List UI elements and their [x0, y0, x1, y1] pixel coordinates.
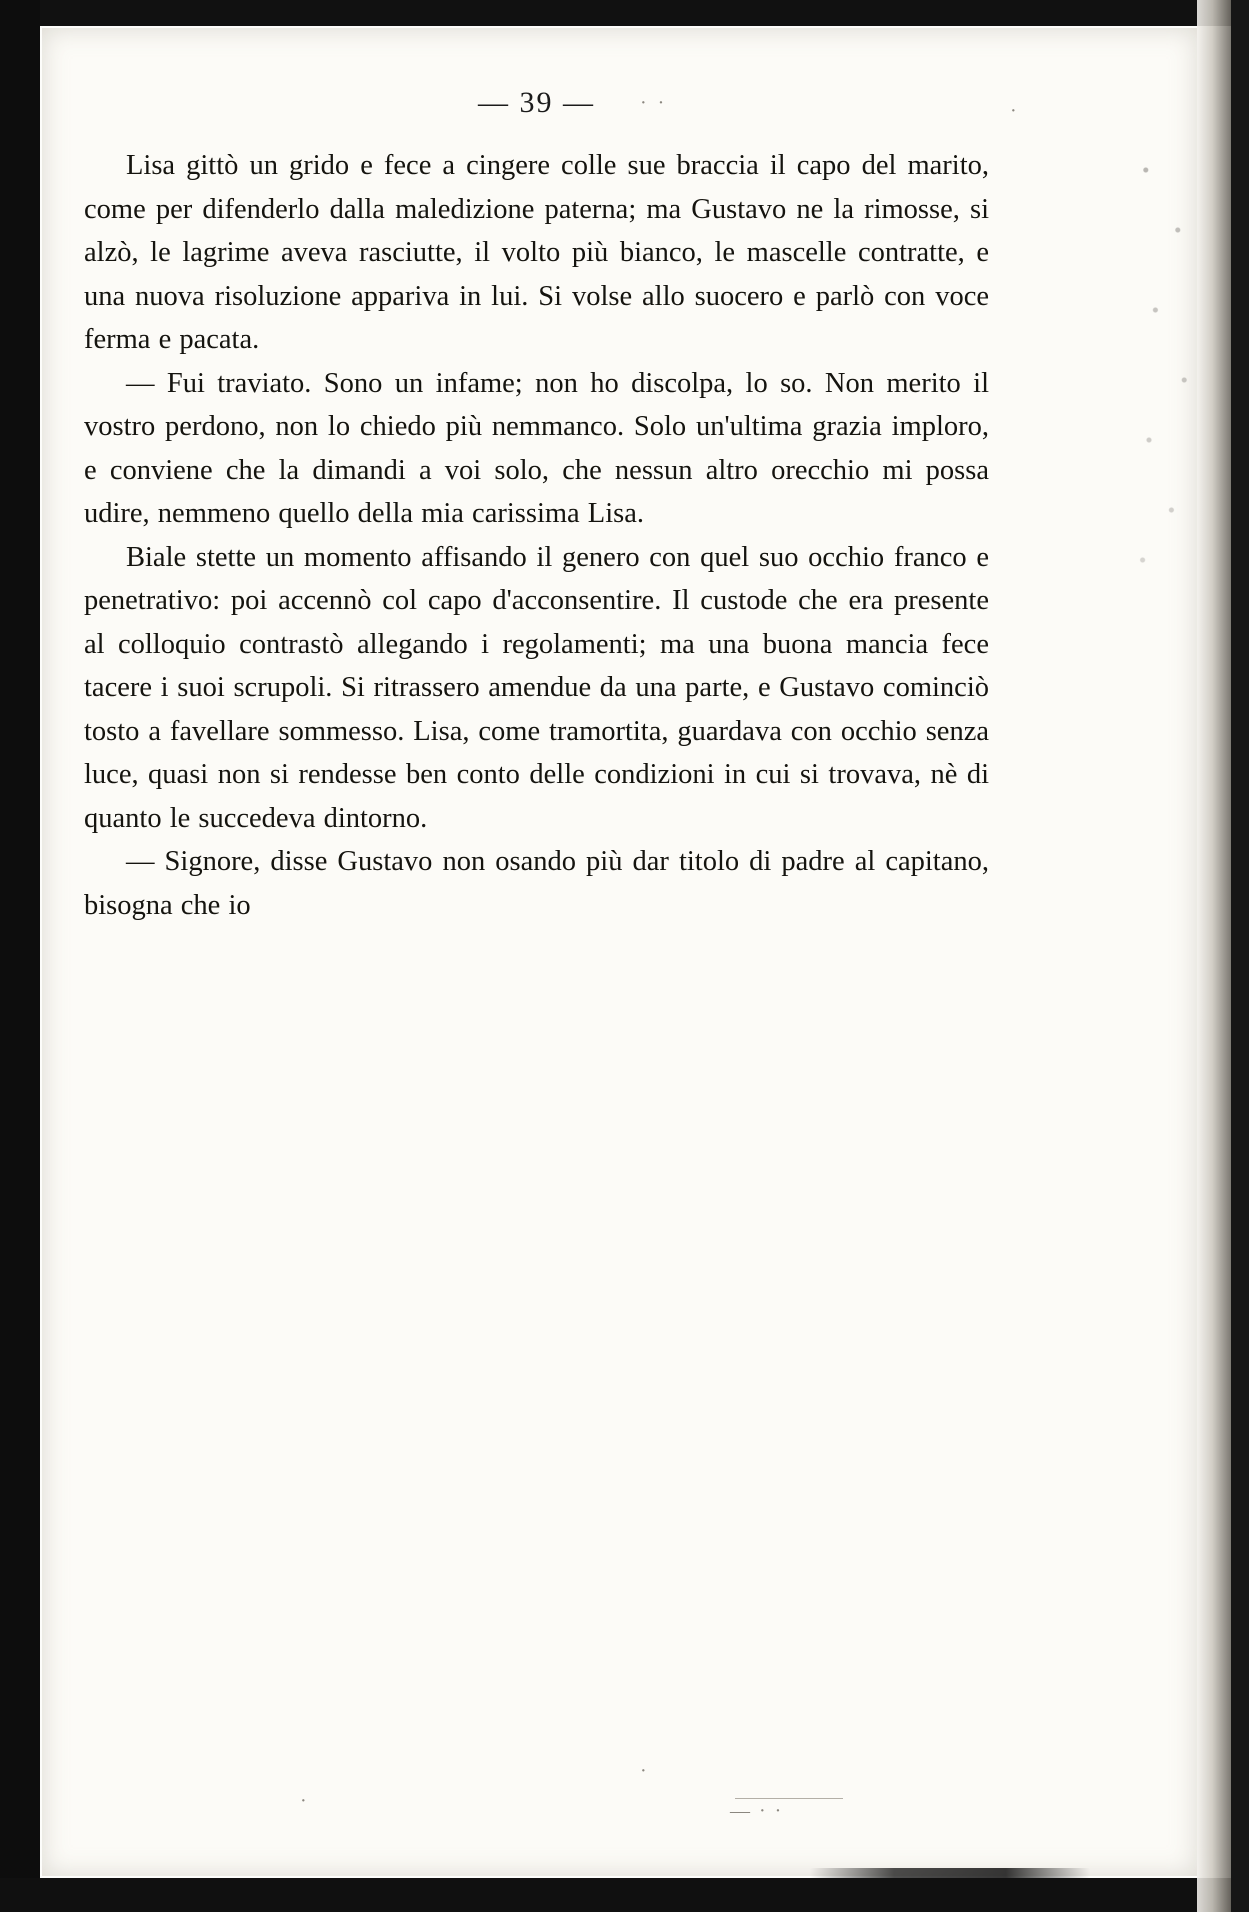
stray-mark-bottom-left: ·	[300, 1790, 307, 1812]
stray-rule-bottom	[735, 1798, 843, 1799]
stray-mark-top-right: ·	[1010, 100, 1017, 122]
scan-edge-right	[1231, 0, 1249, 1912]
stray-mark-bottom-center: ·	[640, 1760, 647, 1782]
paragraph: Biale stette un momento affisando il genero con quel suo occhio franco e penetrativo: poi accennò col capo d'acconsentire. Il custode che era presente al colloquio contrastò allegando i regolamenti; ma una buona mancia fece tacere i suoi scrupoli. Si ritrassero amendue da una parte, e Gustavo cominciò tosto a favellare sommesso. Lisa, come tramortita, guardava con occhio senza luce, quasi non si rendesse ben conto delle condizioni in cui si trovava, nè di quanto le succedeva dintorno.	[84, 541, 989, 834]
page-number: — 39 —	[478, 86, 595, 119]
stray-mark-top-left: · ·	[640, 92, 668, 114]
stray-mark-bottom-right: — · ·	[730, 1800, 784, 1822]
paragraph: — Fui traviato. Sono un infame; non ho discolpa, lo so. Non merito il vostro perdono, non lo chiedo più nemmanco. Solo un'ultima grazia imploro, e conviene che la dimandi a voi solo, che nessun altro orecchio mi possa udire, nemmeno quello della mia carissima Lisa.	[84, 367, 989, 529]
scan-smudge-bottom	[810, 1868, 1090, 1878]
scan-gutter-shadow	[1197, 0, 1231, 1912]
scan-edge-top	[0, 0, 1249, 26]
scan-edge-left	[0, 0, 40, 1912]
scan-edge-bottom	[0, 1878, 1249, 1912]
paragraph-cut-off: — Signore, disse Gustavo non osando più dar titolo di padre al capitano, bisogna che io	[84, 846, 989, 921]
paragraph: Lisa gittò un grido e fece a cingere colle sue braccia il capo del marito, come per difenderlo dalla maledizione paterna; ma Gustavo ne la rimosse, si alzò, le lagrime aveva rasciutte, il volto più bianco, le mascelle contratte, e una nuova risoluzione appariva in lui. Si volse allo suocero e parlò con voce ferma e pacata.	[84, 150, 989, 355]
page-text-column	[84, 86, 989, 927]
